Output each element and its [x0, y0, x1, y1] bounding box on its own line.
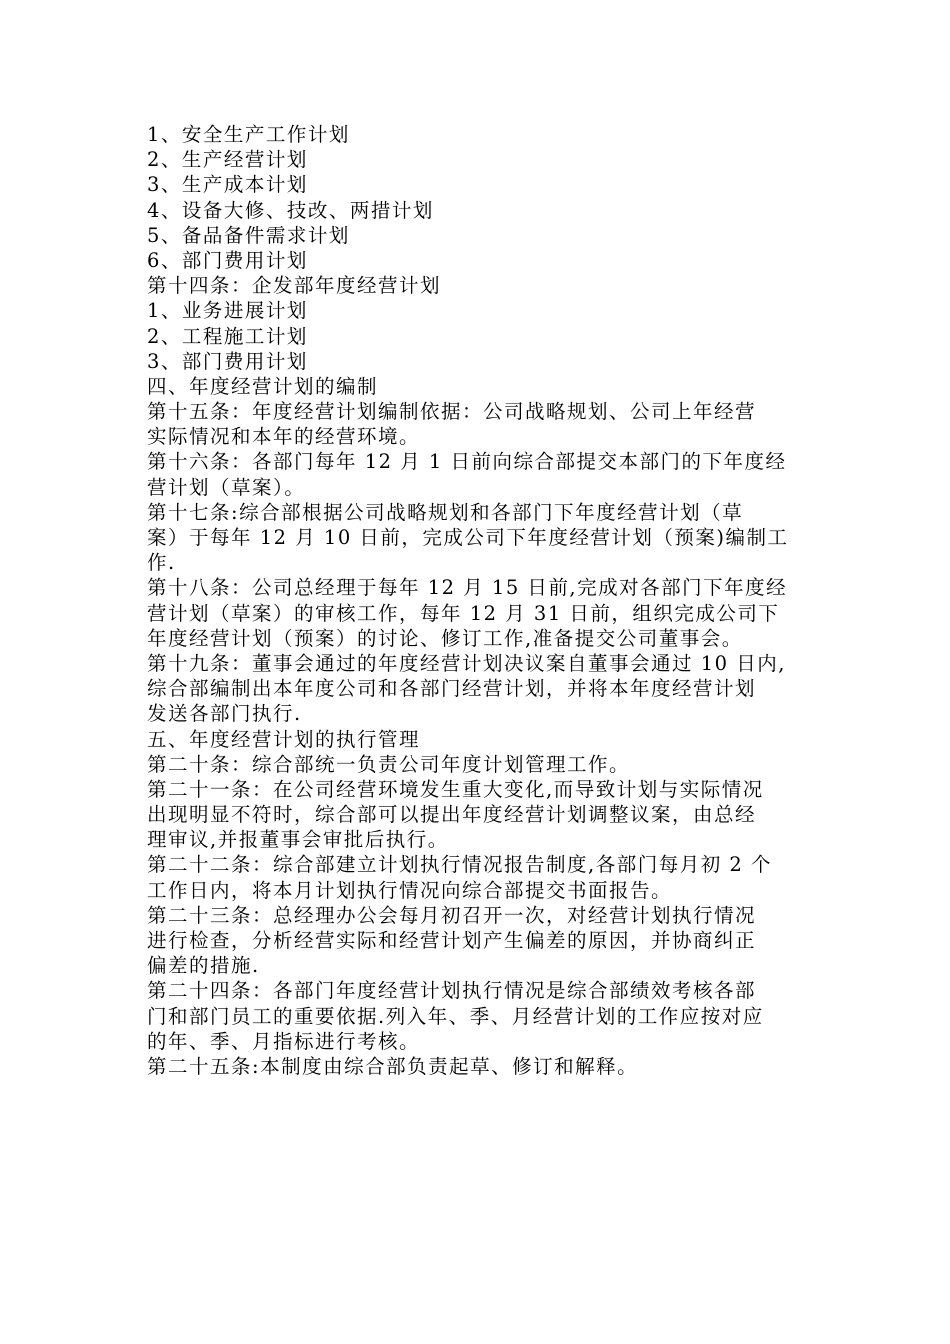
article-text: 第十七条:综合部根据公司战略规划和各部门下年度经营计划（草: [147, 500, 744, 524]
article-text: 第二十三条：总经理办公会每月初召开一次，对经营计划执行情况: [147, 903, 757, 927]
article-text: 偏差的措施.: [147, 954, 260, 978]
article-text: 实际情况和本年的经营环境。: [147, 425, 421, 449]
text-line: 4、设备大修、技改、两措计划: [147, 198, 434, 222]
text-line: 5、备品备件需求计划: [147, 223, 350, 247]
text-line: 3、生产成本计划: [147, 173, 308, 197]
article-text: 第二十条：综合部统一负责公司年度计划管理工作。: [147, 752, 631, 776]
text-line: 6、部门费用计划: [147, 248, 308, 272]
article-text: 第十九条：董事会通过的年度经营计划决议案自董事会通过 10 日内,: [147, 651, 786, 675]
article-text: 的年、季、月指标进行考核。: [147, 1029, 421, 1053]
article-text: 门和部门员工的重要依据.列入年、季、月经营计划的工作应按对应: [147, 1004, 764, 1028]
article-text: 第二十四条：各部门年度经营计划执行情况是综合部绩效考核各部: [147, 979, 757, 1003]
article-text: 第十五条：年度经营计划编制依据：公司战略规划、公司上年经营: [147, 400, 757, 424]
article-text: 综合部编制出本年度公司和各部门经营计划，并将本年度经营计划: [147, 677, 757, 701]
article-text: 第二十一条：在公司经营环境发生重大变化,而导致计划与实际情况: [147, 777, 764, 801]
article-text: 理审议,并报董事会审批后执行。: [147, 828, 449, 852]
text-line: 1、安全生产工作计划: [147, 123, 350, 146]
article-text: 工作日内，将本月计划执行情况向综合部提交书面报告。: [147, 878, 673, 902]
article-text: 营计划（草案）。: [147, 475, 306, 499]
text-line: 1、业务进展计划: [147, 299, 308, 323]
article-text: 发送各部门执行.: [147, 702, 302, 726]
section-heading: 四、年度经营计划的编制: [147, 374, 379, 398]
article-text: 出现明显不符时，综合部可以提出年度经营计划调整议案，由总经: [147, 803, 757, 827]
article-text: 进行检查，分析经营实际和经营计划产生偏差的原因，并协商纠正: [147, 929, 757, 952]
text-line: 2、工程施工计划: [147, 324, 308, 348]
section-heading: 五、年度经营计划的执行管理: [147, 727, 421, 751]
article-heading: 第十四条：企发部年度经营计划: [147, 274, 442, 298]
article-text: 第十八条：公司总经理于每年 12 月 15 日前,完成对各部门下年度经: [147, 576, 788, 600]
article-text: 案）于每年 12 月 10 日前，完成公司下年度经营计划（预案)编制工: [147, 526, 789, 549]
article-text: 第十六条：各部门每年 12 月 1 日前向综合部提交本部门的下年度经: [147, 450, 787, 474]
article-text: 作.: [147, 551, 176, 575]
text-line: 3、部门费用计划: [147, 349, 308, 373]
article-text: 第二十五条:本制度由综合部负责起草、修订和解释。: [147, 1054, 639, 1078]
article-text: 营计划（草案）的审核工作，每年 12 月 31 日前，组织完成公司下: [147, 601, 780, 625]
text-line: 2、生产经营计划: [147, 148, 308, 172]
article-text: 年度经营计划（预案）的讨论、修订工作,准备提交公司董事会。: [147, 626, 743, 650]
article-text: 第二十二条：综合部建立计划执行情况报告制度,各部门每月初 2 个: [147, 853, 773, 877]
document-body: [147, 122, 827, 1079]
